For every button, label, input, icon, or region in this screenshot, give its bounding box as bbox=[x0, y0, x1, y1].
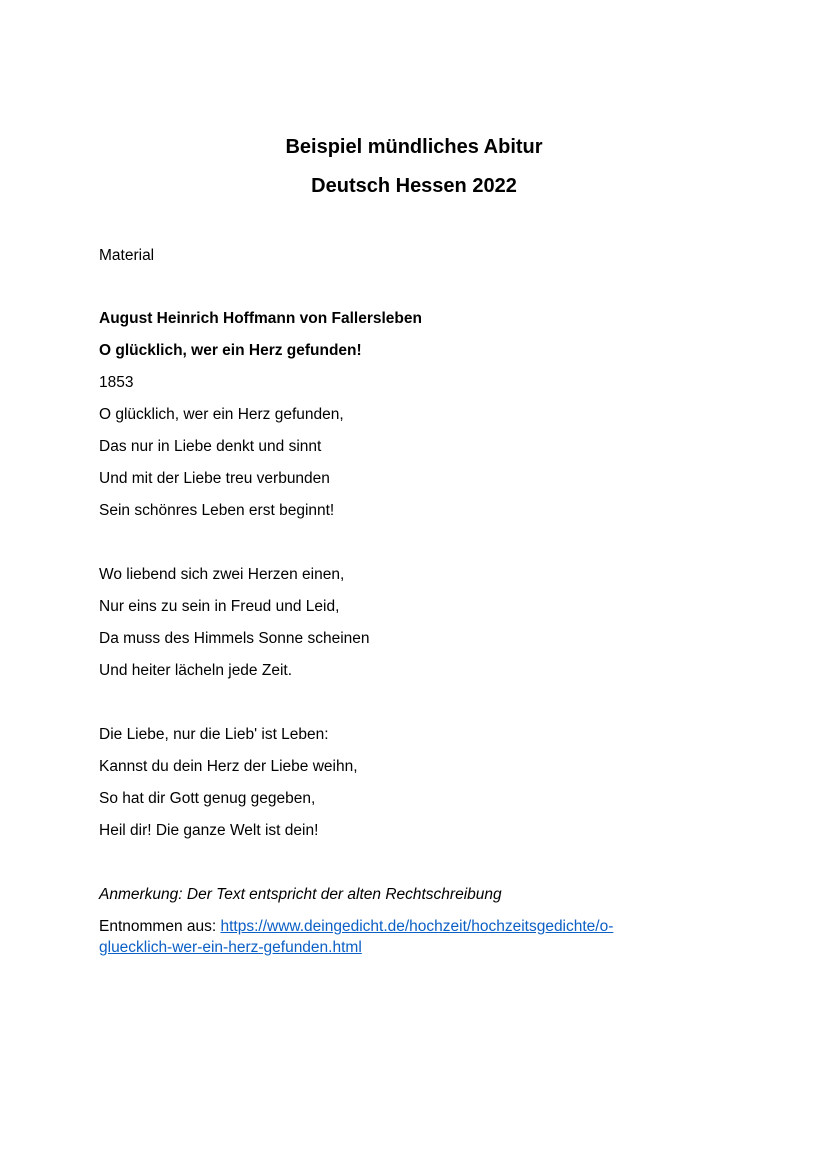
poem-line: Da muss des Himmels Sonne scheinen bbox=[99, 630, 370, 647]
source-link-part-1: https://www.deingedicht.de/hochzeit/hochzeitsgedichte/o- bbox=[220, 918, 614, 935]
poem-line: Das nur in Liebe denkt und sinnt bbox=[99, 438, 322, 455]
document-body bbox=[99, 240, 739, 958]
poem-line: Sein schönres Leben erst beginnt! bbox=[99, 502, 335, 519]
poem-line: Kannst du dein Herz der Liebe weihn, bbox=[99, 758, 358, 775]
poem-line: Heil dir! Die ganze Welt ist dein! bbox=[99, 822, 319, 839]
poem-line: So hat dir Gott genug gegeben, bbox=[99, 790, 316, 807]
source-prefix: Entnommen aus: bbox=[99, 918, 221, 935]
poem-line: O glücklich, wer ein Herz gefunden, bbox=[99, 406, 344, 423]
poem-stanza-2 bbox=[99, 559, 739, 687]
poem-line: Wo liebend sich zwei Herzen einen, bbox=[99, 566, 345, 583]
title-line-2: Deutsch Hessen 2022 bbox=[311, 175, 517, 197]
source-link-part-2: gluecklich-wer-ein-herz-gefunden.html bbox=[99, 939, 362, 956]
poem-author: August Heinrich Hoffmann von Fallersleben bbox=[99, 310, 422, 327]
poem-stanza-3 bbox=[99, 719, 739, 847]
poem-line: Und heiter lächeln jede Zeit. bbox=[99, 662, 293, 679]
material-label: Material bbox=[99, 247, 155, 264]
poem-line: Die Liebe, nur die Lieb' ist Leben: bbox=[99, 726, 329, 743]
poem-stanza-1 bbox=[99, 399, 739, 527]
poem-line: Und mit der Liebe treu verbunden bbox=[99, 470, 330, 487]
title-line-1: Beispiel mündliches Abitur bbox=[285, 136, 543, 158]
poem-line: Nur eins zu sein in Freud und Leid, bbox=[99, 598, 340, 615]
poem-year: 1853 bbox=[99, 374, 134, 391]
source-citation bbox=[99, 916, 739, 958]
document-title bbox=[0, 128, 828, 206]
note-text: Anmerkung: Der Text entspricht der alten Rechtschreibung bbox=[99, 886, 502, 903]
poem-title: O glücklich, wer ein Herz gefunden! bbox=[99, 342, 362, 359]
